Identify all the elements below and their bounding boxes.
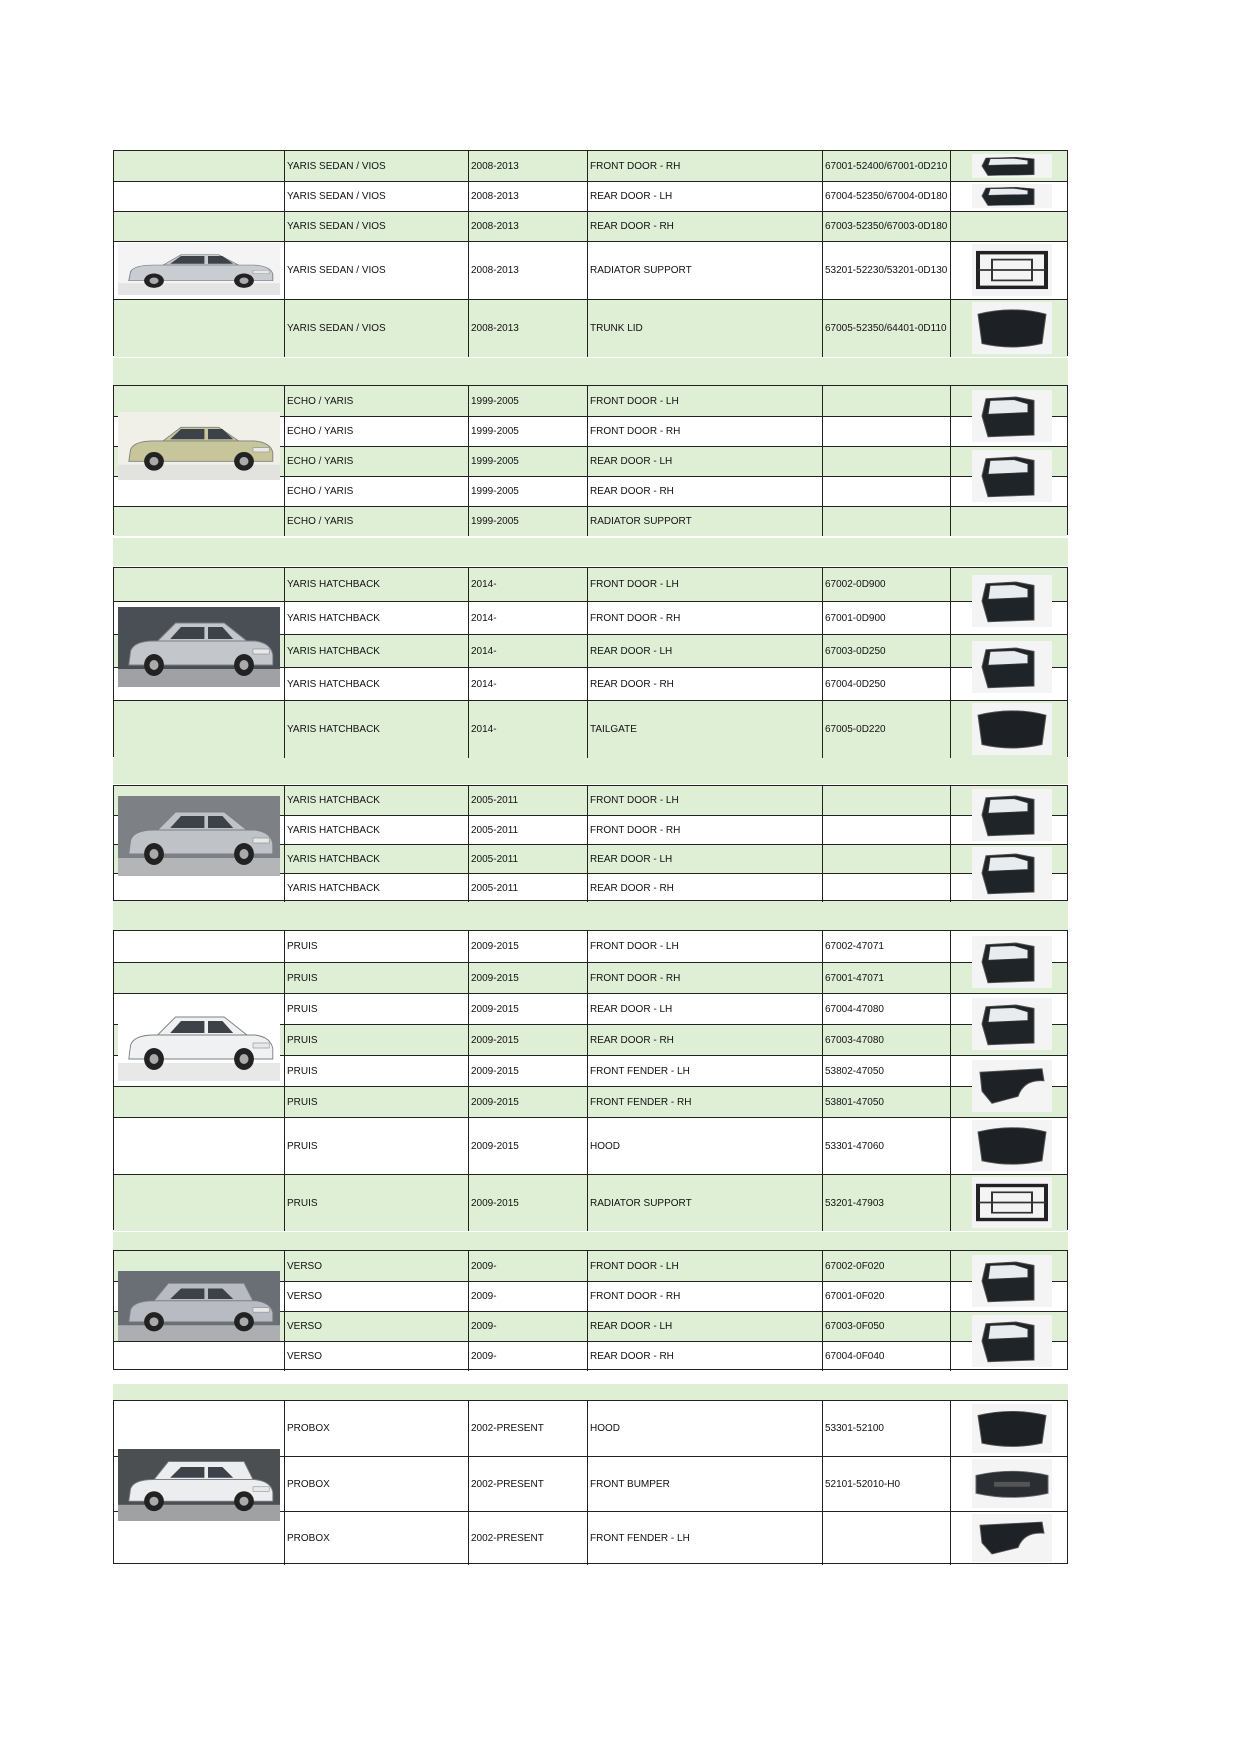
table-row	[114, 151, 1067, 181]
vehicle-group	[113, 1400, 1068, 1564]
part-number-cell: 67001-47071	[822, 963, 950, 993]
model-cell: VERSO	[284, 1282, 468, 1311]
part-number-cell: 67003-0F050	[822, 1312, 950, 1341]
part-number-cell: 67004-0D250	[822, 668, 950, 700]
year-cell: 1999-2005	[468, 477, 587, 506]
table-row	[114, 211, 1067, 241]
part-cell: HOOD	[587, 1118, 822, 1174]
part-number-cell: 67003-0D250	[822, 635, 950, 667]
part-photo	[972, 789, 1052, 841]
year-cell: 2009-2015	[468, 963, 587, 993]
part-number-cell: 53802-47050	[822, 1056, 950, 1086]
part-number-cell	[822, 447, 950, 476]
year-cell: 2009-	[468, 1282, 587, 1311]
part-number-cell: 67002-0F020	[822, 1251, 950, 1281]
part-cell: REAR DOOR - RH	[587, 477, 822, 506]
part-photo	[972, 998, 1052, 1050]
part-number-cell: 67005-0D220	[822, 701, 950, 758]
vehicle-group	[113, 930, 1068, 1230]
group-separator	[113, 900, 1068, 930]
model-cell: PRUIS	[284, 1087, 468, 1117]
year-cell: 2009-2015	[468, 1056, 587, 1086]
model-cell: ECHO / YARIS	[284, 417, 468, 446]
group-separator	[113, 1384, 1068, 1400]
year-cell: 2008-2013	[468, 182, 587, 211]
part-number-cell: 67002-0D900	[822, 568, 950, 601]
table-row	[114, 299, 1067, 357]
part-photo	[972, 1060, 1052, 1112]
part-cell: REAR DOOR - RH	[587, 1342, 822, 1371]
model-cell: VERSO	[284, 1342, 468, 1371]
year-cell: 2005-2011	[468, 786, 587, 815]
table-row	[114, 506, 1067, 536]
part-cell: TRUNK LID	[587, 300, 822, 357]
part-cell: REAR DOOR - LH	[587, 1312, 822, 1341]
model-cell: PRUIS	[284, 1118, 468, 1174]
group-separator	[113, 758, 1068, 784]
group-separator	[113, 358, 1068, 386]
car-photo	[118, 1271, 280, 1341]
part-number-cell: 67001-0F020	[822, 1282, 950, 1311]
part-cell: FRONT FENDER - RH	[587, 1087, 822, 1117]
part-cell: FRONT DOOR - LH	[587, 386, 822, 416]
part-number-cell: 67001-52400/67001-0D210	[822, 151, 950, 181]
model-cell: ECHO / YARIS	[284, 507, 468, 536]
part-cell: RADIATOR SUPPORT	[587, 507, 822, 536]
model-cell: PRUIS	[284, 931, 468, 962]
model-cell: YARIS SEDAN / VIOS	[284, 151, 468, 181]
part-number-cell	[822, 417, 950, 446]
part-cell: REAR DOOR - RH	[587, 874, 822, 902]
part-photo	[972, 936, 1052, 988]
model-cell: ECHO / YARIS	[284, 447, 468, 476]
year-cell: 2005-2011	[468, 874, 587, 902]
year-cell: 2009-2015	[468, 1025, 587, 1055]
part-number-cell: 67001-0D900	[822, 602, 950, 634]
year-cell: 1999-2005	[468, 507, 587, 536]
part-cell: FRONT BUMPER	[587, 1457, 822, 1511]
year-cell: 2014-	[468, 635, 587, 667]
year-cell: 2009-2015	[468, 1175, 587, 1231]
model-cell: PRUIS	[284, 1056, 468, 1086]
part-photo	[972, 1315, 1052, 1367]
part-number-cell	[822, 816, 950, 844]
model-cell: PROBOX	[284, 1512, 468, 1565]
group-separator	[113, 1232, 1068, 1250]
part-photo	[972, 1514, 1052, 1562]
year-cell: 2014-	[468, 701, 587, 758]
car-photo	[118, 243, 280, 295]
car-photo	[118, 1449, 280, 1521]
model-cell: YARIS SEDAN / VIOS	[284, 182, 468, 211]
part-cell: FRONT DOOR - LH	[587, 568, 822, 601]
table-row	[114, 700, 1067, 758]
year-cell: 2005-2011	[468, 845, 587, 873]
part-cell: REAR DOOR - LH	[587, 635, 822, 667]
year-cell: 1999-2005	[468, 386, 587, 416]
car-photo	[118, 412, 280, 480]
year-cell: 2009-	[468, 1342, 587, 1371]
part-number-cell: 53301-47060	[822, 1118, 950, 1174]
part-photo	[972, 703, 1052, 755]
model-cell: YARIS HATCHBACK	[284, 786, 468, 815]
part-cell: FRONT DOOR - LH	[587, 786, 822, 815]
table-row	[114, 476, 1067, 506]
model-cell: ECHO / YARIS	[284, 477, 468, 506]
year-cell: 1999-2005	[468, 417, 587, 446]
model-cell: YARIS HATCHBACK	[284, 568, 468, 601]
part-cell: FRONT DOOR - RH	[587, 1282, 822, 1311]
year-cell: 2009-2015	[468, 931, 587, 962]
part-cell: FRONT DOOR - LH	[587, 931, 822, 962]
part-number-cell: 67004-0F040	[822, 1342, 950, 1371]
part-number-cell	[822, 477, 950, 506]
part-cell: REAR DOOR - RH	[587, 668, 822, 700]
model-cell: PRUIS	[284, 1175, 468, 1231]
car-photo	[118, 1001, 280, 1081]
model-cell: ECHO / YARIS	[284, 386, 468, 416]
year-cell: 2014-	[468, 668, 587, 700]
part-number-cell: 67004-47080	[822, 994, 950, 1024]
year-cell: 2008-2013	[468, 212, 587, 241]
model-cell: VERSO	[284, 1251, 468, 1281]
year-cell: 2002-PRESENT	[468, 1457, 587, 1511]
part-photo	[972, 184, 1052, 208]
table-row	[114, 1174, 1067, 1231]
part-photo	[972, 847, 1052, 899]
table-row	[114, 1086, 1067, 1117]
part-number-cell	[822, 1512, 950, 1565]
part-cell: HOOD	[587, 1401, 822, 1456]
part-cell: FRONT DOOR - RH	[587, 602, 822, 634]
vehicle-group	[113, 150, 1068, 356]
year-cell: 2008-2013	[468, 242, 587, 299]
year-cell: 2005-2011	[468, 816, 587, 844]
model-cell: VERSO	[284, 1312, 468, 1341]
part-cell: RADIATOR SUPPORT	[587, 242, 822, 299]
part-cell: REAR DOOR - RH	[587, 212, 822, 241]
part-photo	[972, 575, 1052, 627]
year-cell: 2009-	[468, 1251, 587, 1281]
part-photo	[972, 450, 1052, 502]
model-cell: PRUIS	[284, 1025, 468, 1055]
part-cell: TAILGATE	[587, 701, 822, 758]
part-number-cell: 67004-52350/67004-0D180	[822, 182, 950, 211]
table-row	[114, 962, 1067, 993]
part-image-cell	[950, 507, 1069, 536]
model-cell: YARIS HATCHBACK	[284, 602, 468, 634]
part-photo	[972, 1120, 1052, 1171]
part-photo	[972, 302, 1052, 354]
model-cell: PRUIS	[284, 963, 468, 993]
part-cell: REAR DOOR - LH	[587, 994, 822, 1024]
model-cell: YARIS SEDAN / VIOS	[284, 212, 468, 241]
part-photo	[972, 1459, 1052, 1508]
year-cell: 1999-2005	[468, 447, 587, 476]
part-cell: REAR DOOR - LH	[587, 182, 822, 211]
part-cell: REAR DOOR - RH	[587, 1025, 822, 1055]
table-row	[114, 931, 1067, 962]
vehicle-group	[113, 1250, 1068, 1370]
model-cell: PROBOX	[284, 1457, 468, 1511]
part-number-cell: 67003-52350/67003-0D180	[822, 212, 950, 241]
vehicle-group	[113, 785, 1068, 901]
year-cell: 2014-	[468, 568, 587, 601]
table-row	[114, 873, 1067, 902]
part-photo	[972, 1404, 1052, 1453]
car-photo	[118, 796, 280, 876]
table-row	[114, 1117, 1067, 1174]
model-cell: YARIS SEDAN / VIOS	[284, 242, 468, 299]
year-cell: 2009-2015	[468, 994, 587, 1024]
part-number-cell: 53201-52230/53201-0D130	[822, 242, 950, 299]
part-number-cell	[822, 386, 950, 416]
model-cell: YARIS HATCHBACK	[284, 635, 468, 667]
part-cell: REAR DOOR - LH	[587, 447, 822, 476]
year-cell: 2008-2013	[468, 300, 587, 357]
part-number-cell: 53801-47050	[822, 1087, 950, 1117]
part-cell: FRONT FENDER - LH	[587, 1512, 822, 1565]
part-photo	[972, 244, 1052, 296]
part-cell: FRONT FENDER - LH	[587, 1056, 822, 1086]
model-cell: YARIS HATCHBACK	[284, 816, 468, 844]
part-image-cell	[950, 212, 1069, 241]
part-number-cell: 67002-47071	[822, 931, 950, 962]
part-photo	[972, 641, 1052, 693]
part-number-cell	[822, 845, 950, 873]
table-row	[114, 1341, 1067, 1371]
model-cell: YARIS HATCHBACK	[284, 701, 468, 758]
car-photo	[118, 607, 280, 687]
part-number-cell: 67003-47080	[822, 1025, 950, 1055]
part-cell: REAR DOOR - LH	[587, 845, 822, 873]
year-cell: 2009-2015	[468, 1087, 587, 1117]
year-cell: 2009-2015	[468, 1118, 587, 1174]
model-cell: YARIS HATCHBACK	[284, 668, 468, 700]
part-photo	[972, 390, 1052, 442]
part-number-cell: 52101-52010-H0	[822, 1457, 950, 1511]
year-cell: 2014-	[468, 602, 587, 634]
part-number-cell	[822, 507, 950, 536]
part-number-cell: 67005-52350/64401-0D110	[822, 300, 950, 357]
part-cell: FRONT DOOR - RH	[587, 151, 822, 181]
year-cell: 2008-2013	[468, 151, 587, 181]
part-photo	[972, 154, 1052, 178]
vehicle-group	[113, 567, 1068, 757]
part-number-cell	[822, 874, 950, 902]
model-cell: YARIS SEDAN / VIOS	[284, 300, 468, 357]
table-row	[114, 181, 1067, 211]
part-cell: FRONT DOOR - LH	[587, 1251, 822, 1281]
part-number-cell	[822, 786, 950, 815]
part-number-cell: 53201-47903	[822, 1175, 950, 1231]
part-cell: FRONT DOOR - RH	[587, 417, 822, 446]
year-cell: 2002-PRESENT	[468, 1401, 587, 1456]
part-number-cell: 53301-52100	[822, 1401, 950, 1456]
part-cell: FRONT DOOR - RH	[587, 816, 822, 844]
vehicle-group	[113, 385, 1068, 535]
model-cell: PRUIS	[284, 994, 468, 1024]
year-cell: 2009-	[468, 1312, 587, 1341]
table-row	[114, 1401, 1067, 1456]
part-cell: FRONT DOOR - RH	[587, 963, 822, 993]
part-photo	[972, 1255, 1052, 1307]
group-separator	[113, 538, 1068, 566]
part-cell: RADIATOR SUPPORT	[587, 1175, 822, 1231]
model-cell: PROBOX	[284, 1401, 468, 1456]
year-cell: 2002-PRESENT	[468, 1512, 587, 1565]
table-row	[114, 568, 1067, 601]
model-cell: YARIS HATCHBACK	[284, 845, 468, 873]
model-cell: YARIS HATCHBACK	[284, 874, 468, 902]
part-photo	[972, 1177, 1052, 1228]
